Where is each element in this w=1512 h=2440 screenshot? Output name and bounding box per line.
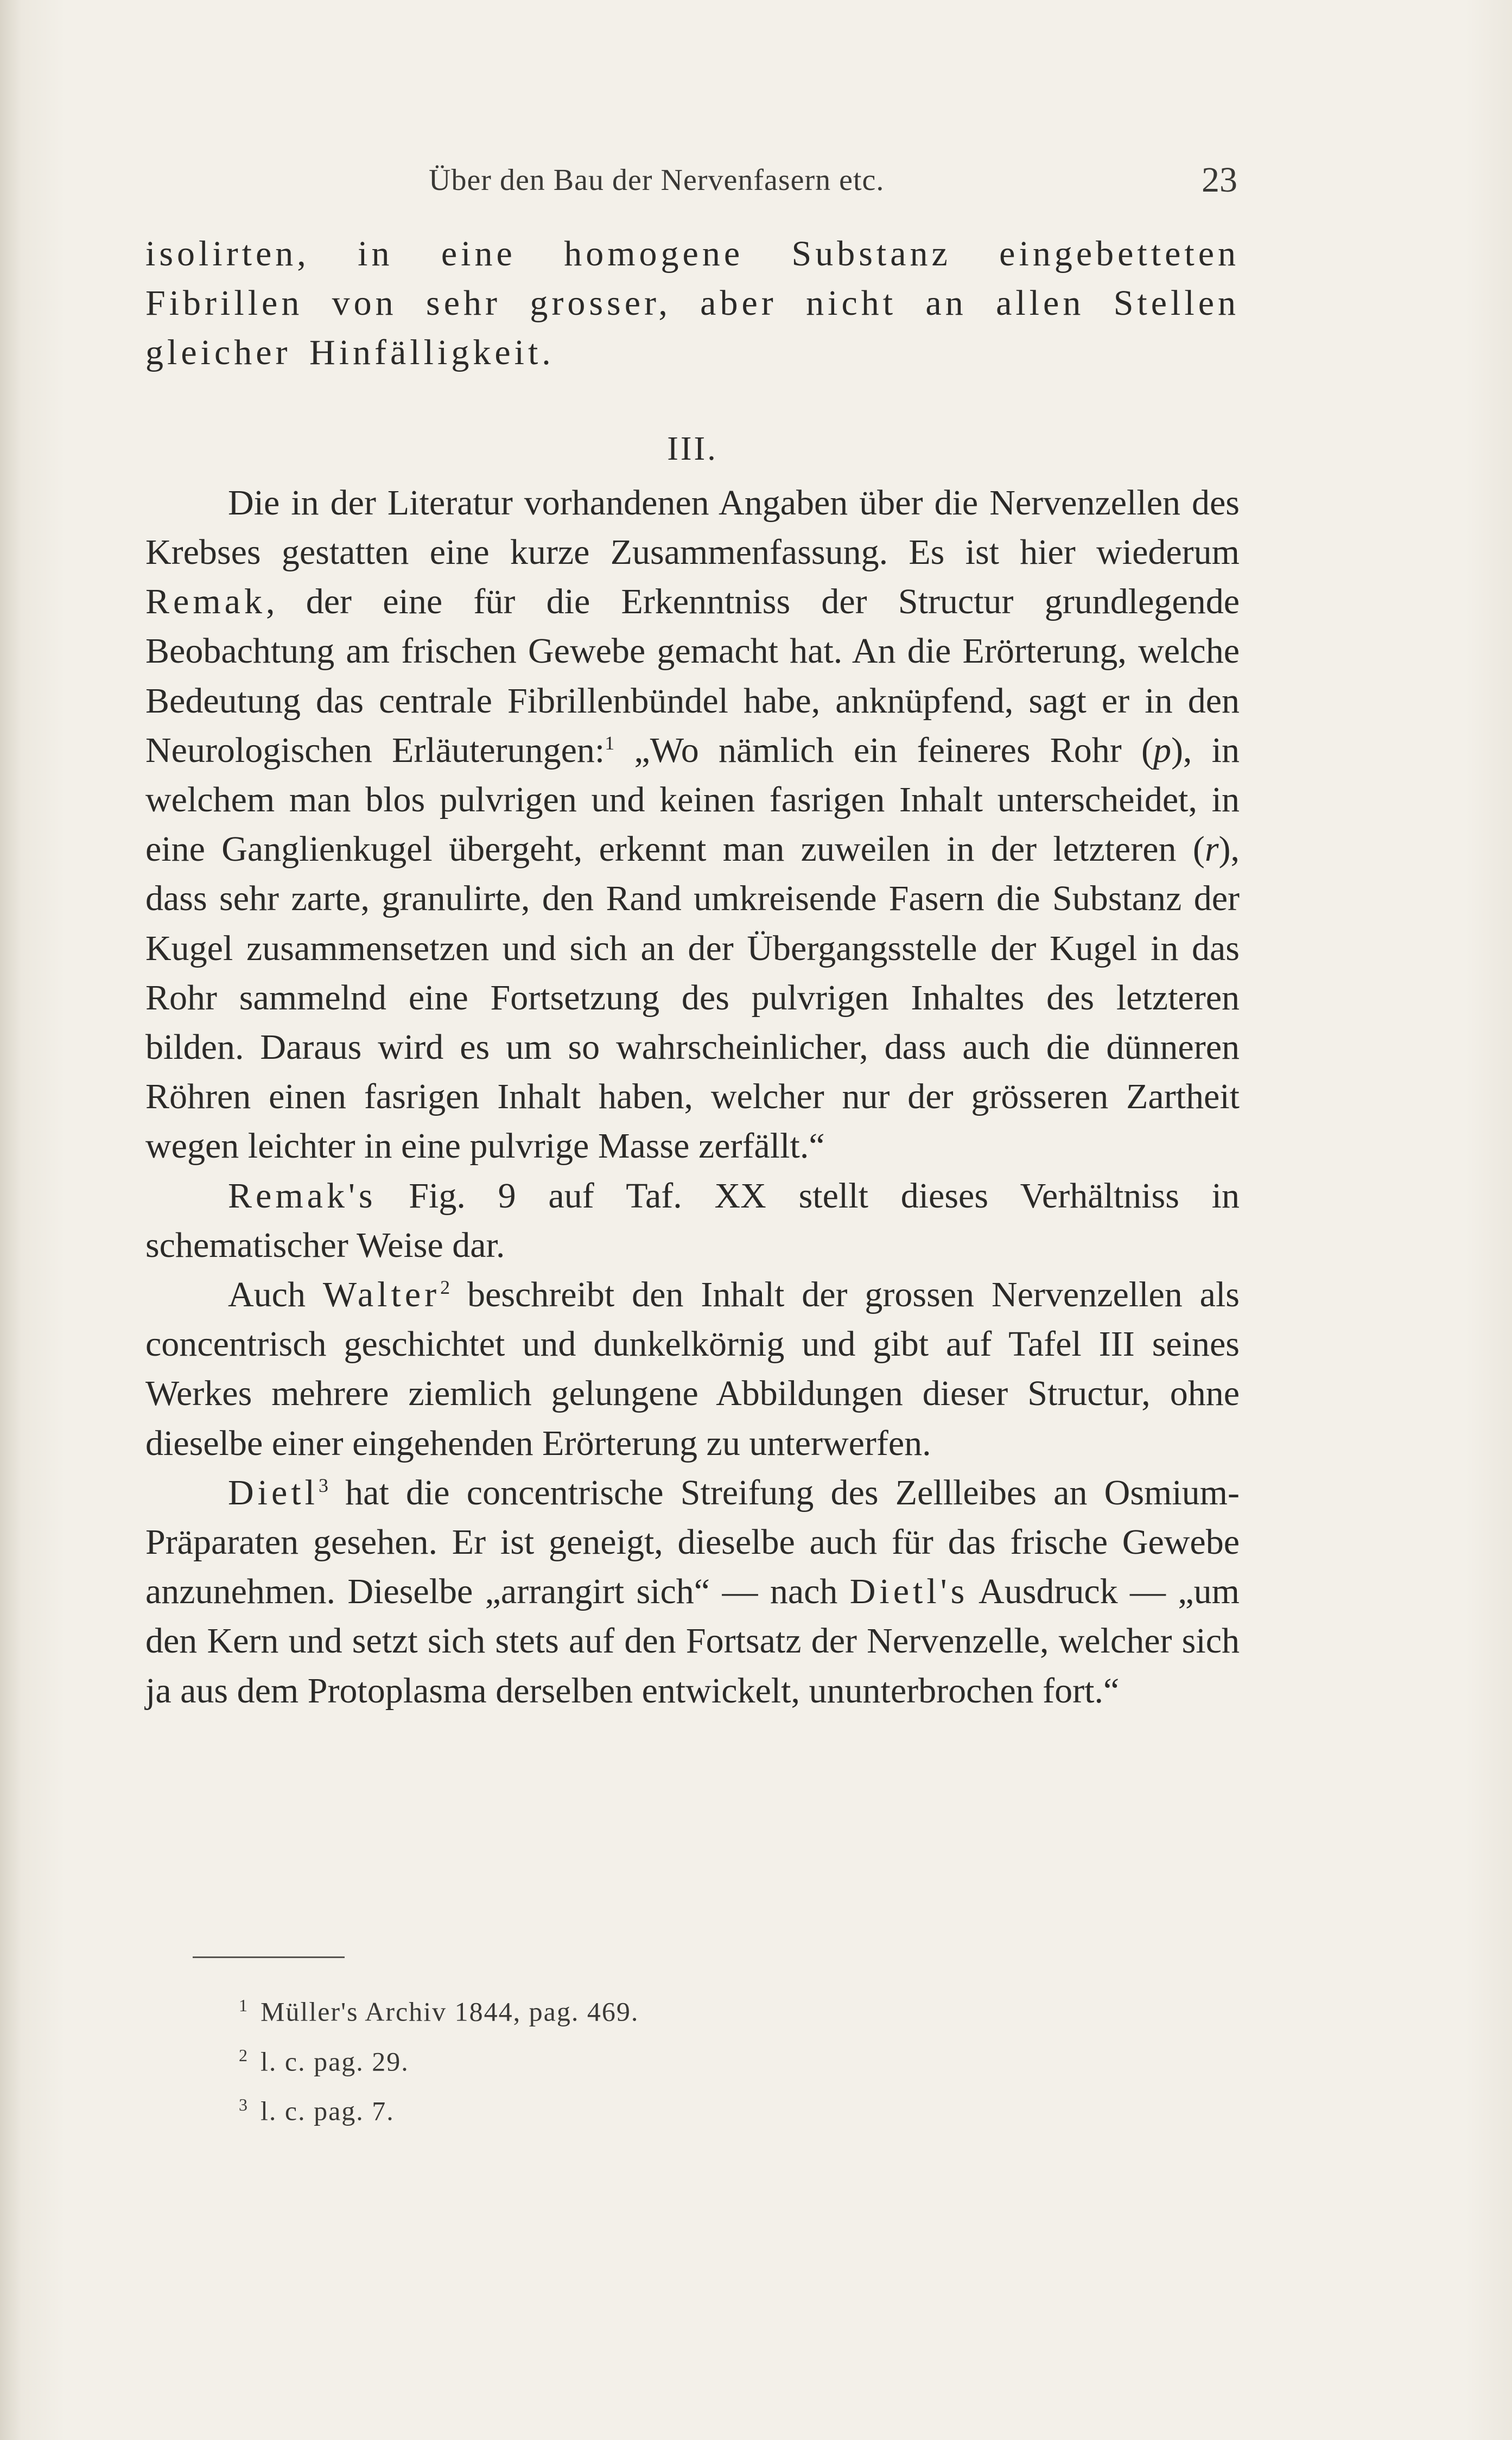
author-name-dietl: Dietl's	[849, 1572, 969, 1612]
text-run: Auch	[228, 1275, 323, 1315]
label-p: p	[1153, 730, 1171, 770]
footnote-text: l. c. pag. 29.	[261, 2046, 409, 2077]
paragraph-continuation	[145, 229, 1240, 378]
paragraph-walter	[145, 1270, 1240, 1468]
author-name-walter: Walter	[322, 1275, 441, 1315]
text-run: beschreibt den Inhalt der grossen Nervenzellen als concentrisch geschichtet und dunkelkörnig und gibt auf Tafel III seines Werkes mehrere ziemlich gelungene Abbildungen dieser Structur, ohne dieselbe einer eingehenden Erörterung zu unterwerfen.	[145, 1275, 1240, 1463]
paragraph-dietl	[145, 1468, 1240, 1715]
text-run: , der eine für die Erkenntniss der Structur grundlegende Beobachtung am frischen Gewebe gemacht hat. An die Erörterung, welche Bedeutung das centrale Fibrillenbündel habe, anknüpfend, sagt er in den Neurologischen Erläuterungen:	[145, 582, 1240, 770]
footnote-mark: 3	[239, 2095, 247, 2115]
running-head	[147, 160, 1237, 206]
text-run: Die in der Literatur vorhandenen Angaben über die Nervenzellen des Krebses gestatten eine kurze Zusammenfassung. Es ist hier wiederum	[145, 482, 1240, 573]
footnote-1	[239, 1984, 944, 2034]
text-run: Fig. 9 auf Taf. XX stellt dieses Verhältniss in schematischer Weise dar.	[145, 1175, 1240, 1265]
running-title: Über den Bau der Nervenfasern etc.	[429, 163, 885, 197]
footnotes	[239, 1984, 944, 2133]
paragraph-remak	[145, 478, 1240, 1171]
footnote-ref-2: 2	[440, 1276, 450, 1299]
section-heading: III.	[667, 430, 718, 467]
footnote-divider	[193, 1956, 345, 1958]
label-r: r	[1204, 829, 1219, 869]
footnote-mark: 1	[239, 1996, 247, 2015]
paragraph-remak-figure	[145, 1171, 1240, 1270]
paragraph-text: isolirten, in eine homogene Substanz eingebetteten Fibrillen von sehr grosser, aber nicht an allen Stellen gleicher Hinfälligkeit.	[145, 234, 1240, 373]
page-number: 23	[1202, 160, 1237, 200]
footnote-3	[239, 2083, 944, 2133]
author-name-dietl: Dietl	[228, 1472, 319, 1513]
footnote-mark: 2	[239, 2045, 247, 2065]
author-name-remak: Remak's	[228, 1175, 377, 1216]
footnote-ref-3: 3	[318, 1474, 328, 1496]
body-text	[145, 229, 1240, 1715]
quotation-text: „Wo nämlich ein feineres Rohr (	[614, 730, 1153, 770]
footnote-ref-1: 1	[605, 732, 615, 754]
footnote-2	[239, 2034, 944, 2083]
text-run: Ausdruck — „um den Kern und setzt sich stets auf den Fortsatz der Nervenzelle, welcher sich ja aus dem Protoplasma derselben entwickelt, ununterbrochen fort.“	[145, 1572, 1240, 1711]
author-name-remak: Remak	[145, 582, 266, 622]
text-run: hat die concentrische Streifung des Zellleibes an Osmium-Präparaten gesehen. Er ist geneigt, dieselbe auch für das frische Gewebe anzunehmen. Dieselbe „arrangirt sich“ — nach	[145, 1472, 1240, 1612]
quotation-text: ), dass sehr zarte, granulirte, den Rand umkreisende Fasern die Substanz der Kugel zusammensetzen und sich an der Übergangsstelle der Kugel in das Rohr sammelnd eine Fortsetzung des pulvrigen Inhaltes des letzteren bilden. Daraus wird es um so wahrscheinlicher, dass auch die dünneren Röhren einen fasrigen Inhalt haben, welcher nur der grösseren Zartheit wegen leichter in eine pulvrige Masse zerfällt.“	[145, 829, 1240, 1166]
quotation-text: ), in welchem man blos pulvrigen und keinen fasrigen Inhalt unterscheidet, in eine Ganglienkugel übergeht, erkennt man zuweilen in der letzteren (	[145, 730, 1240, 869]
footnote-text: Müller's Archiv 1844, pag. 469.	[261, 1996, 639, 2027]
footnote-text: l. c. pag. 7.	[261, 2095, 395, 2126]
